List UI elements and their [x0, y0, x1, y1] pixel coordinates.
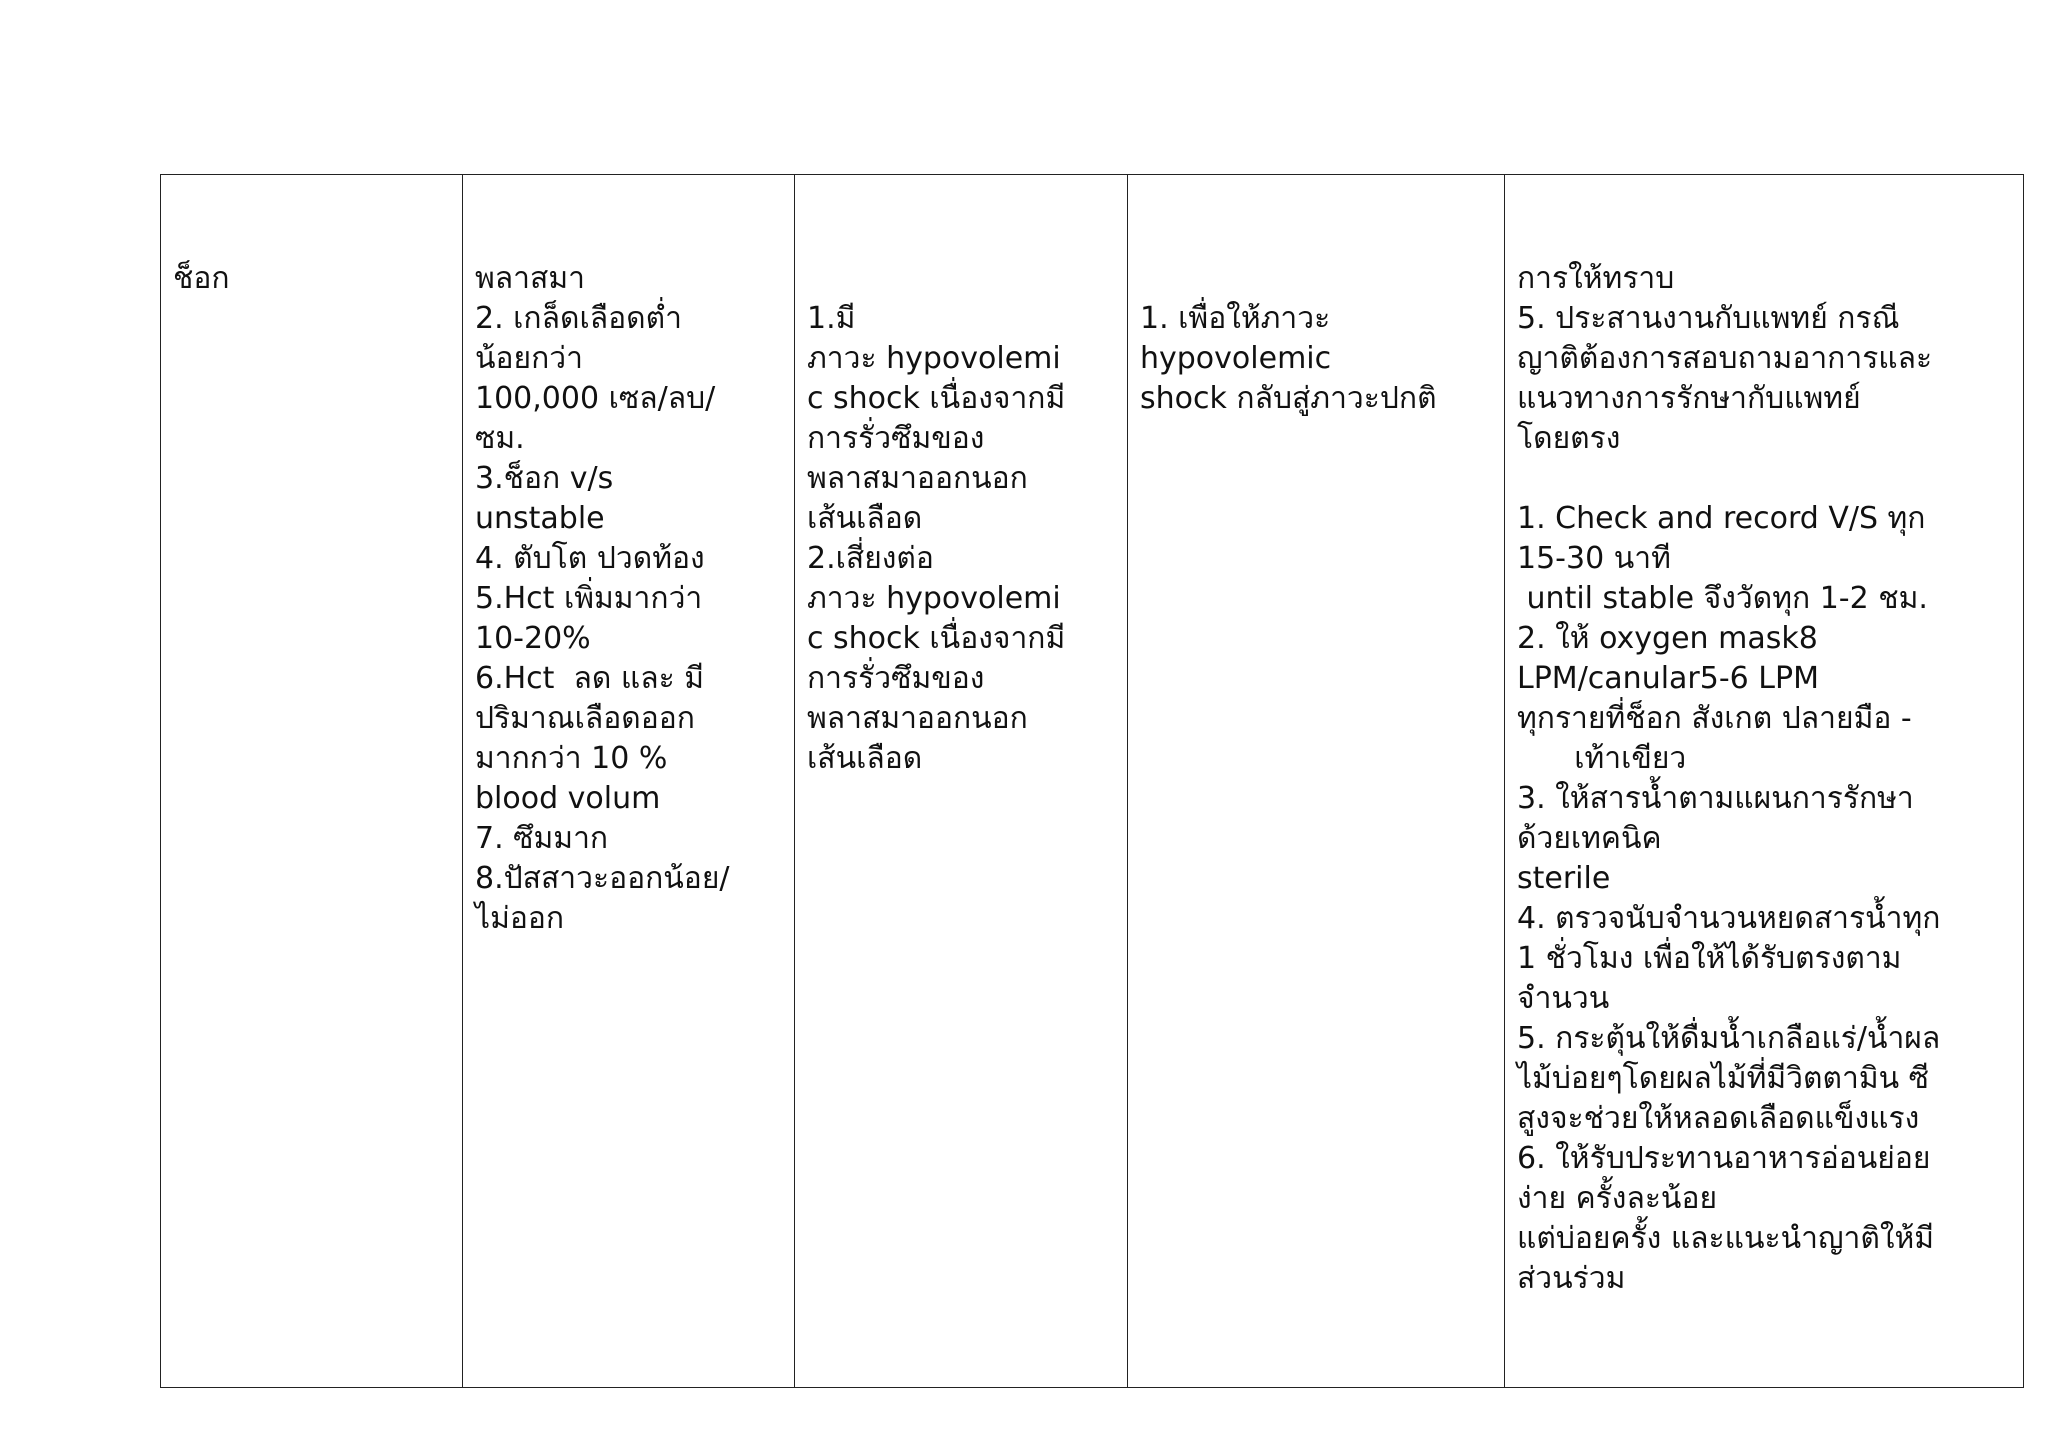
diagnosis-cell — [161, 175, 463, 1388]
signs-symptoms-text: พลาสมา 2. เกล็ดเลือดต่ำ น้อยกว่า 100,000 เซล/ลบ/ ซม. 3.ช็อก v/s unstable 4. ตับโต ปวดท้อง 5.Hct เพิ่มมากว่า 10-20% 6.Hct ลด และ มี ปริมาณเลือดออก มากกว่า 10 % blood volum 7. ซึมมาก 8.ปัสสาวะออกน้อย/ ไม่ออก — [475, 261, 730, 936]
table-row — [161, 175, 2024, 1388]
signs-symptoms-cell — [463, 175, 795, 1388]
goal-text: 1. เพื่อให้ภาวะ hypovolemic shock กลับสู่ภาวะปกติ — [1140, 301, 1437, 416]
goal-cell — [1128, 175, 1505, 1388]
nursing-care-plan-table — [160, 174, 2024, 1388]
nursing-diagnosis-cell — [795, 175, 1128, 1388]
interventions-cell — [1505, 175, 2024, 1388]
nursing-diagnosis-text: 1.มี ภาวะ hypovolemi c shock เนื่องจากมี การรั่วซึมของ พลาสมาออกนอก เส้นเลือด 2.เสี่ยงต่อ ภาวะ hypovolemi c shock เนื่องจากมี การรั่วซึมของ พลาสมาออกนอก เส้นเลือด — [807, 301, 1066, 776]
interventions-text: การให้ทราบ 5. ประสานงานกับแพทย์ กรณี ญาติต้องการสอบถามอาการและ แนวทางการรักษากับแพทย์ โดยตรง 1. Check and record V/S ทุก 15-30 นาที until stable จึงวัดทุก 1-2 ชม. 2. ให้ oxygen mask8 LPM/canular5-6 LPM ทุกรายที่ช็อก สังเกต ปลายมือ - เท้าเขียว 3. ให้สารน้ำตามแผนการรักษา ด้วยเทคนิค sterile 4. ตรวจนับจำนวนหยดสารน้ำทุก 1 ชั่วโมง เพื่อให้ได้รับตรงตาม จำนวน 5. กระตุ้นให้ดื่มน้ำเกลือแร่/น้ำผล ไม้บ่อยๆโดยผลไม้ที่มีวิตตามิน ซี สูงจะช่วยให้หลอดเลือดแข็งแรง 6. ให้รับประทานอาหารอ่อนย่อย ง่าย ครั้งละน้อย แต่บ่อยครั้ง และแนะนำญาติให้มี ส่วนร่วม — [1517, 261, 1941, 1296]
diagnosis-text: ช็อก — [173, 261, 230, 296]
